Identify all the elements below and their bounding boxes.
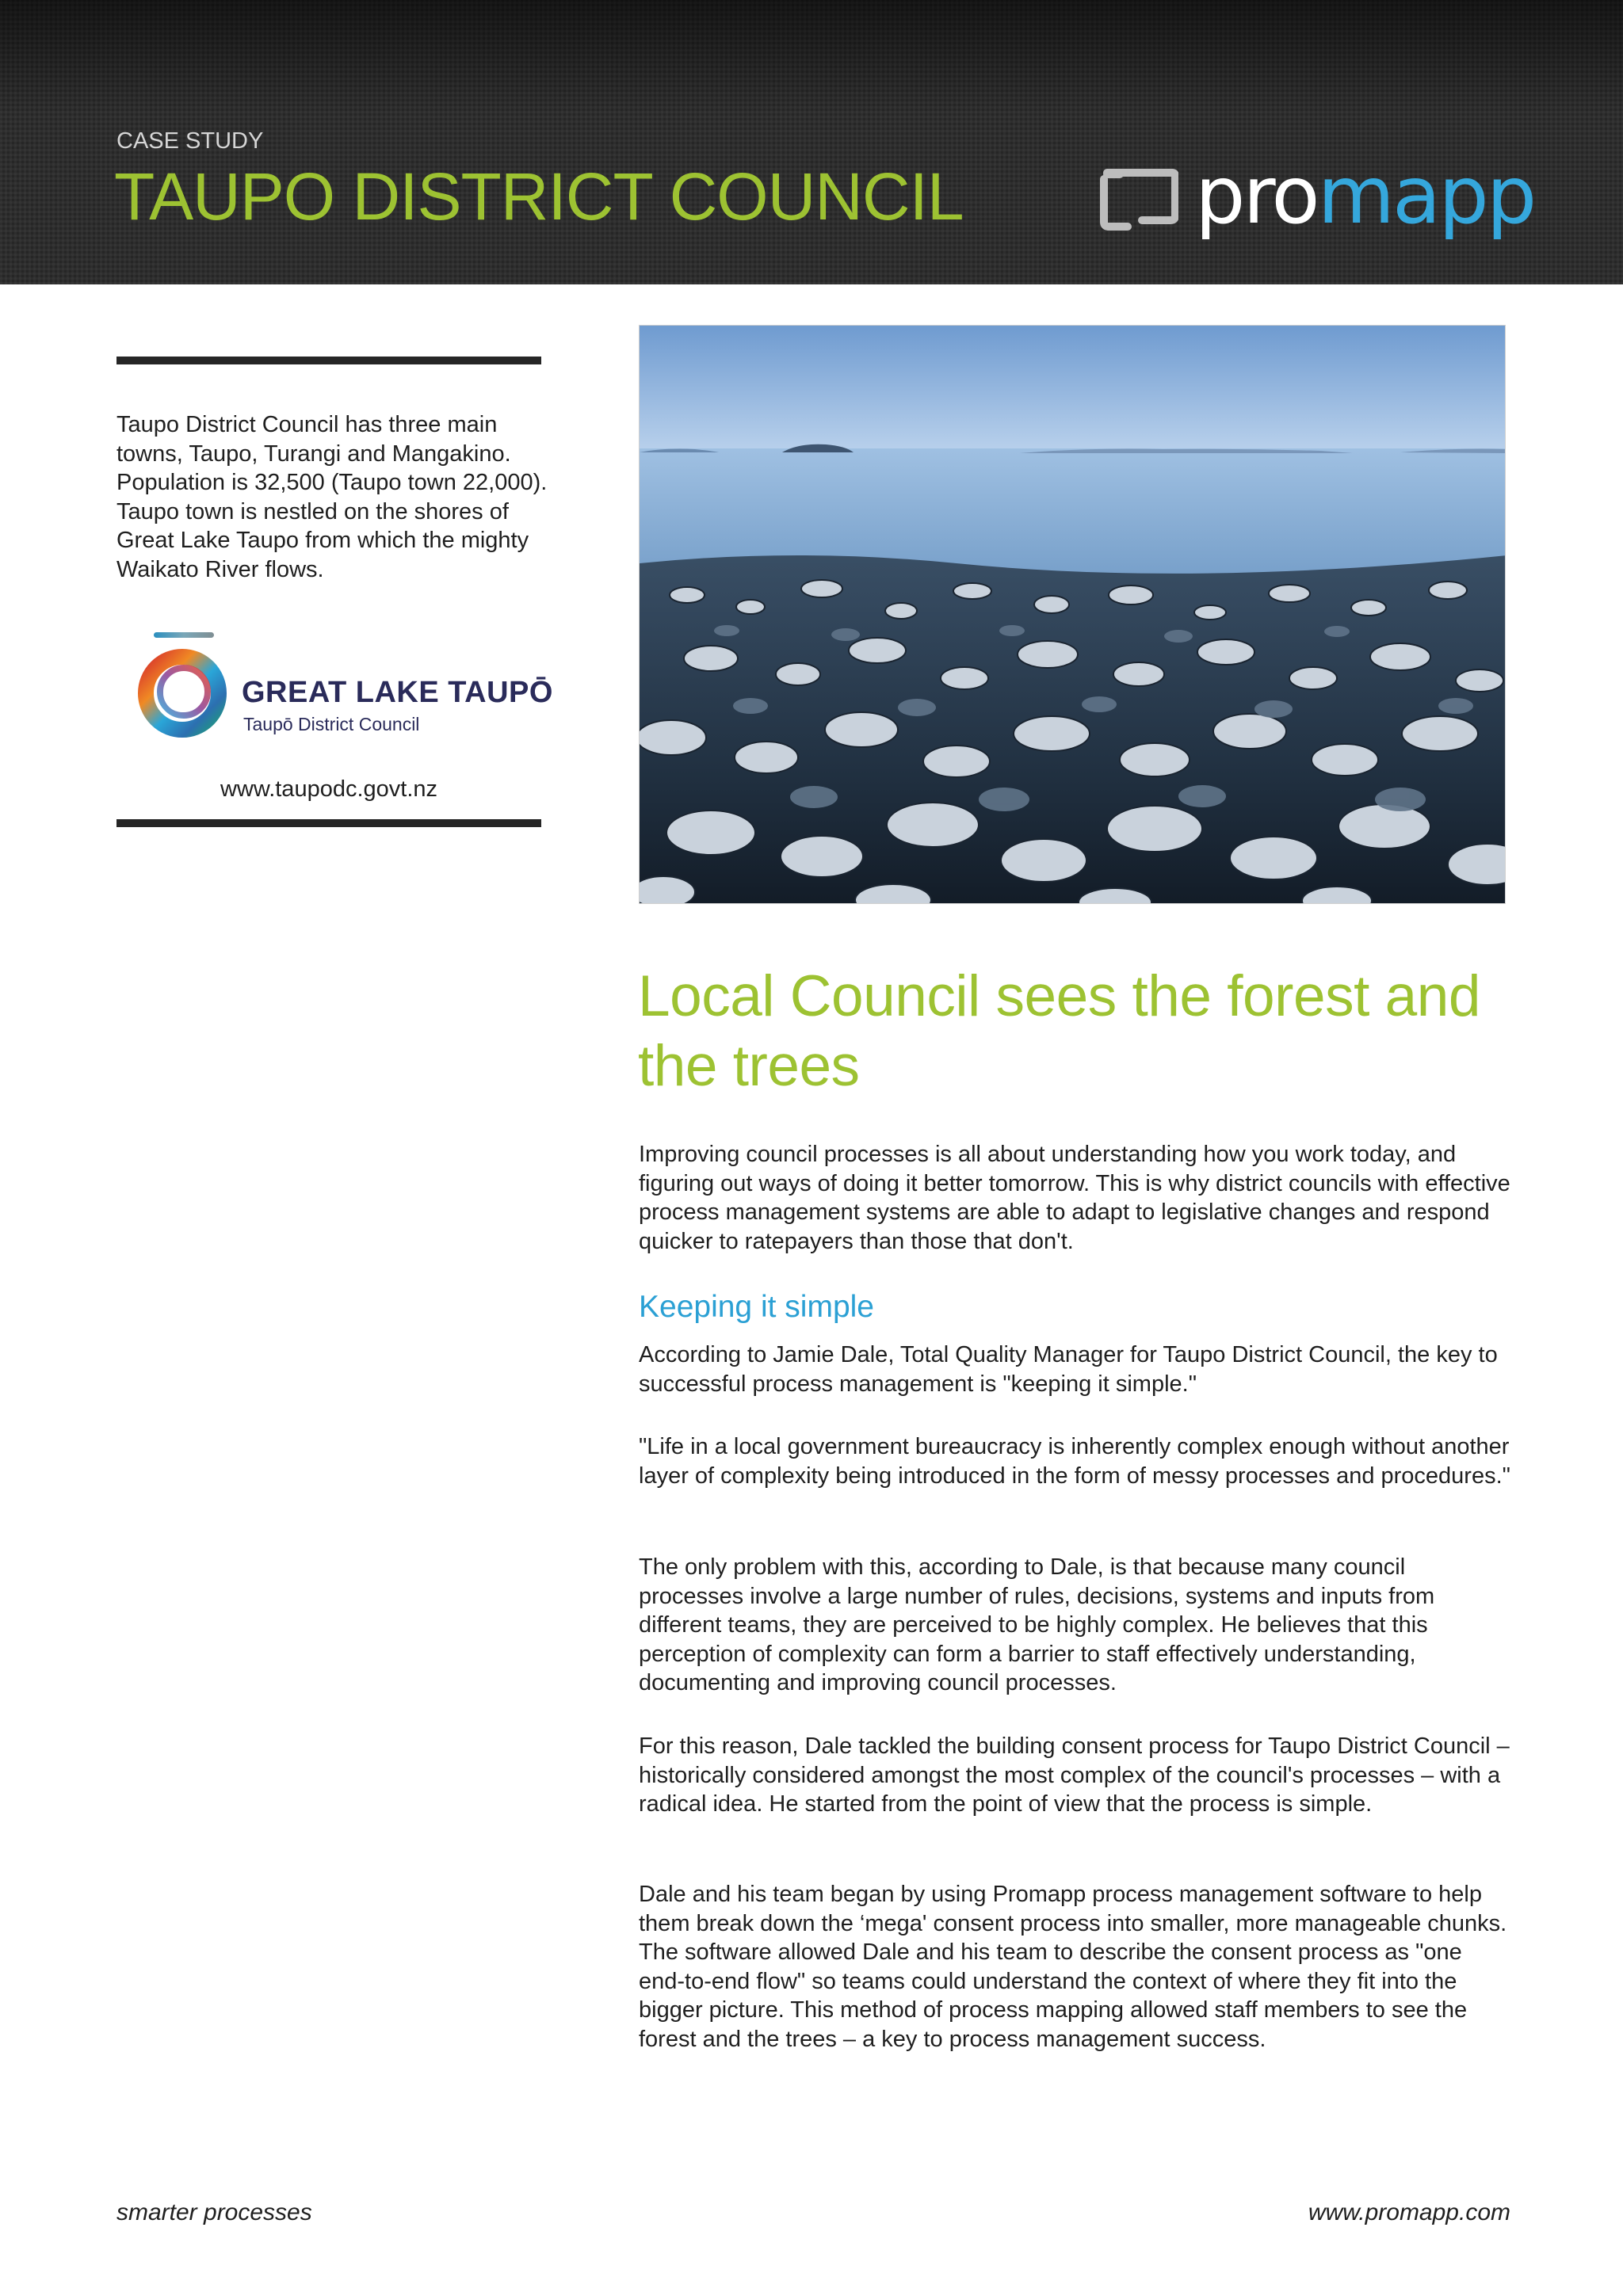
article-paragraph: According to Jamie Dale, Total Quality Manager for Taupo District Council, the key to successful process management is "keeping it simple."	[639, 1342, 1498, 1397]
promapp-wordmark	[1195, 149, 1535, 242]
brand-word-mapp: mapp	[1317, 149, 1535, 242]
brand-word-pro: pro	[1195, 149, 1318, 242]
article-paragraph: Dale and his team began by using Promapp process management software to help them break down the ‘mega' consent process into smaller, more manageable chunks. The software allowed Dale and his team to describe the consent process as "one end-to-end flow" so teams could understand the context of where they fit into the bigger picture. This method of process mapping allowed staff members to see the forest and the trees – a key to process management success.	[639, 1882, 1507, 2052]
lake-photo-illustration	[640, 326, 1506, 904]
promapp-logo	[1096, 149, 1535, 242]
council-website-link[interactable]: www.taupodc.govt.nz	[220, 776, 438, 802]
case-study-label: CASE STUDY	[116, 128, 264, 154]
article-paragraph: The only problem with this, according to Dale, is that because many council processes involve a large number of rules, decisions, systems and inputs from different teams, they are perceived to be highly complex. He believes that this perception of complexity can form a barrier to staff effectively understanding, documenting and improving council processes.	[639, 1554, 1435, 1696]
sidebar-top-rule	[116, 357, 541, 364]
great-lake-taupo-logo	[135, 630, 553, 749]
council-intro: Taupo District Council has three main towns, Taupo, Turangi and Mangakino. Population is 32,500 (Taupo town 22,000). Taupo town is nestled on the shores of Great Lake Taupo from which the mighty Waikato River flows.	[116, 412, 548, 582]
lake-shore-photo	[639, 325, 1506, 904]
article-paragraph: "Life in a local government bureaucracy is inherently complex enough without another layer of complexity being introduced in the form of messy processes and procedures."	[639, 1434, 1510, 1489]
page-title: TAUPO DISTRICT COUNCIL	[114, 159, 964, 234]
ring-logo-icon	[135, 646, 230, 741]
article-headline: Local Council sees the forest and the trees	[638, 964, 1480, 1098]
article-intro-paragraph: Improving council processes is all about understanding how you work today, and figuring out ways of doing it better tomorrow. This is why district councils with effective process management systems are able to adapt to legislative changes and respond quicker to ratepayers than those that don't.	[639, 1142, 1510, 1254]
footer-url-link[interactable]: www.promapp.com	[1308, 2199, 1510, 2225]
section-subhead: Keeping it simple	[639, 1290, 874, 1324]
sidebar-bottom-rule	[116, 819, 541, 827]
logo-subtitle: Taupō District Council	[243, 714, 420, 734]
promapp-logo-mark-icon	[1096, 165, 1178, 231]
article-paragraph: For this reason, Dale tackled the building consent process for Taupo District Council – historically considered amongst the most complex of the council's processes – with a radical idea. He started from the point of view that the process is simple.	[639, 1733, 1510, 1817]
footer-tagline: smarter processes	[116, 2199, 312, 2225]
logo-name: GREAT LAKE TAUPŌ	[242, 676, 553, 709]
logo-accent-bar	[154, 632, 214, 638]
header-banner	[0, 0, 1623, 284]
